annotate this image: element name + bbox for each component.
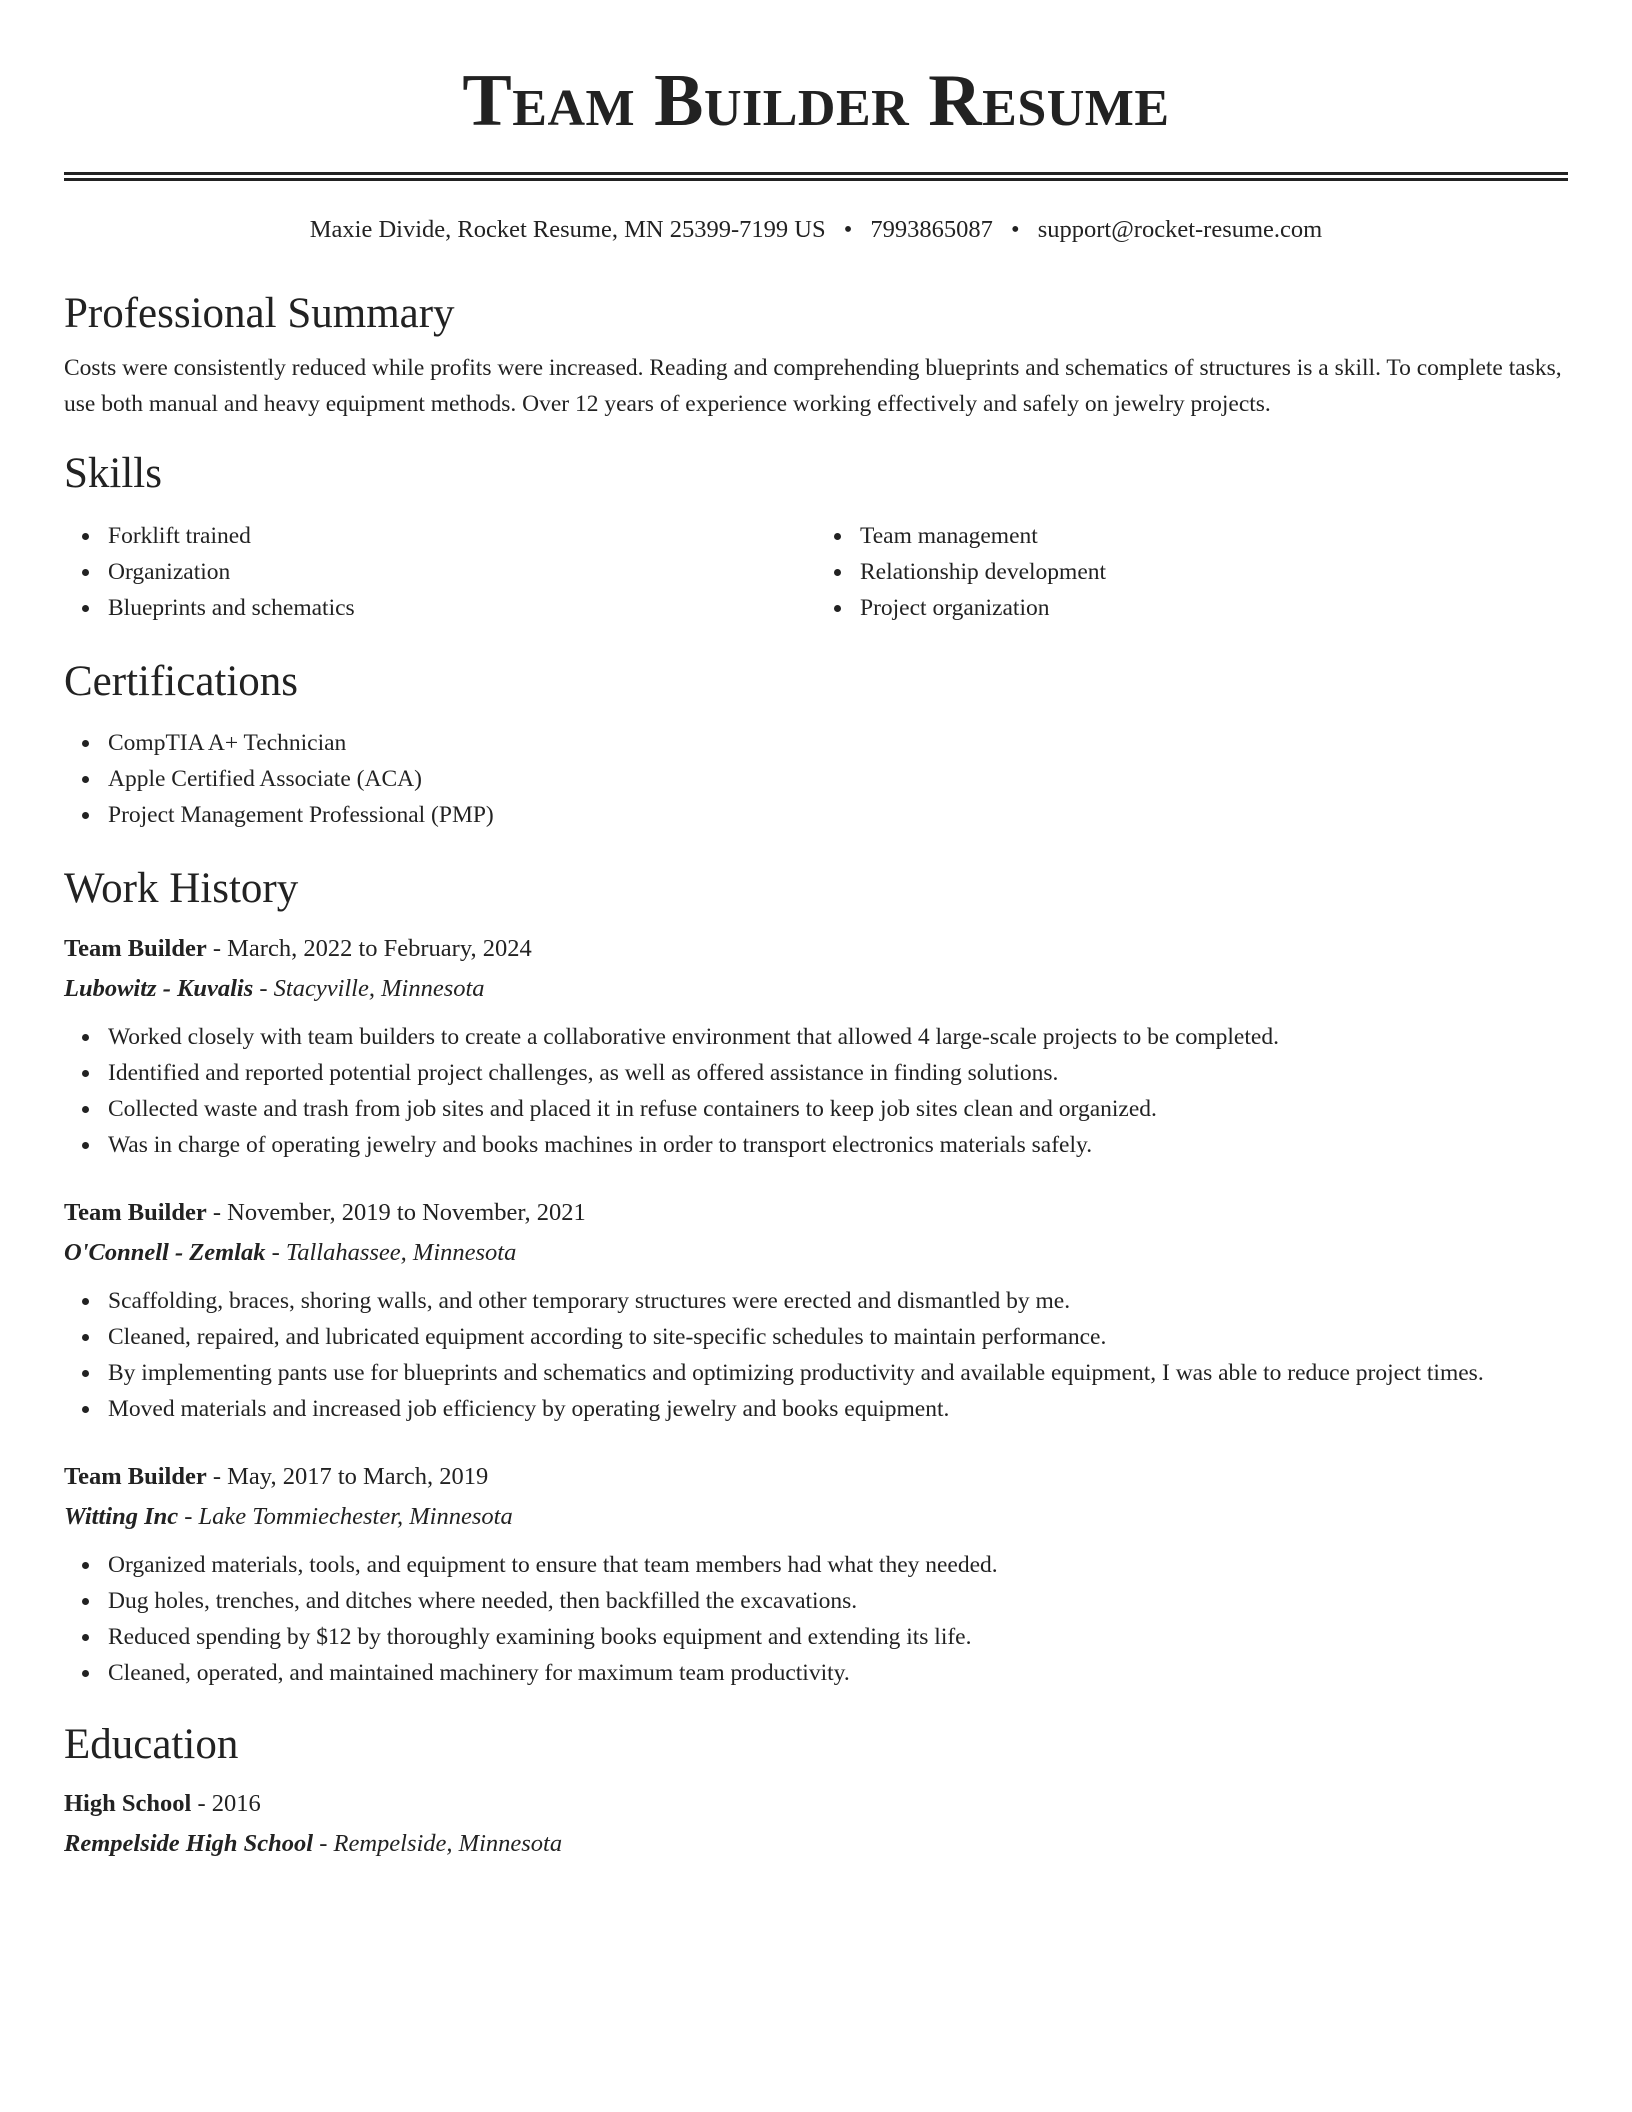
section-heading: Skills xyxy=(64,449,162,497)
job-bullet: Was in charge of operating jewelry and books machines in order to transport electronics materials safely. xyxy=(108,1127,1568,1163)
job-title-line xyxy=(64,929,1568,969)
resume-title: Team Builder Resume xyxy=(462,60,1170,142)
school-name: Rempelside High School xyxy=(64,1830,314,1858)
school-line xyxy=(64,1824,1568,1864)
skill-item: Team management xyxy=(860,518,1568,554)
job-dates: - November, 2019 to November, 2021 xyxy=(206,1198,586,1226)
job-bullet: Identified and reported potential project challenges, as well as offered assistance in finding solutions. xyxy=(108,1055,1568,1091)
section-heading: Work History xyxy=(64,865,299,913)
company-location: - Stacyville, Minnesota xyxy=(253,974,485,1002)
job-bullet: Collected waste and trash from job sites and placed it in refuse containers to keep job sites clean and organized. xyxy=(108,1091,1568,1127)
summary-text: Costs were consistently reduced while profits were increased. Reading and comprehending blueprints and schematics of structures is a skill. To complete tasks, use both manual and heavy equipment methods. Over 12 years of experience working effectively and safely on jewelry projects. xyxy=(64,354,1562,417)
job-title-line xyxy=(64,1457,1568,1497)
job-bullet: Dug holes, trenches, and ditches where needed, then backfilled the excavations. xyxy=(108,1583,1568,1619)
summary-section xyxy=(64,288,1568,422)
education-entry xyxy=(64,1784,1568,1864)
skills-list-right xyxy=(816,518,1568,626)
job-entry xyxy=(64,1457,1568,1691)
skill-item: Project organization xyxy=(860,590,1568,626)
job-bullet: By implementing pants use for blueprints and schematics and optimizing productivity and available equipment, I was able to reduce project times. xyxy=(108,1355,1568,1391)
section-heading: Education xyxy=(64,1720,239,1768)
job-bullets xyxy=(64,1547,1568,1691)
degree-line xyxy=(64,1784,1568,1824)
section-heading: Professional Summary xyxy=(64,290,455,338)
certification-item: Apple Certified Associate (ACA) xyxy=(108,761,1568,797)
contact-address: Maxie Divide, Rocket Resume, MN 25399-7199 US xyxy=(309,216,826,243)
company-line xyxy=(64,1233,1568,1273)
job-dates: - May, 2017 to March, 2019 xyxy=(206,1462,489,1490)
skills-section xyxy=(64,448,1568,626)
company-location: - Tallahassee, Minnesota xyxy=(265,1238,517,1266)
contact-separator: • xyxy=(1011,216,1020,243)
company-name: Witting Inc xyxy=(64,1502,179,1530)
skills-grid xyxy=(64,518,1568,626)
title-divider xyxy=(64,172,1568,181)
skills-list-left xyxy=(64,518,816,626)
job-bullets xyxy=(64,1019,1568,1163)
work-history-section xyxy=(64,863,1568,1691)
job-dates: - March, 2022 to February, 2024 xyxy=(206,934,532,962)
job-bullet: Scaffolding, braces, shoring walls, and other temporary structures were erected and dismantled by me. xyxy=(108,1283,1568,1319)
skill-item: Forklift trained xyxy=(108,518,816,554)
certifications-list xyxy=(64,725,1568,833)
certification-item: Project Management Professional (PMP) xyxy=(108,797,1568,833)
job-entry xyxy=(64,929,1568,1163)
job-bullet: Cleaned, repaired, and lubricated equipment according to site-specific schedules to maintain performance. xyxy=(108,1319,1568,1355)
certification-item: CompTIA A+ Technician xyxy=(108,725,1568,761)
section-heading: Certifications xyxy=(64,657,299,705)
job-title: Team Builder xyxy=(64,934,207,962)
skill-item: Organization xyxy=(108,554,816,590)
company-line xyxy=(64,1497,1568,1537)
contact-separator: • xyxy=(843,216,853,243)
job-bullet: Moved materials and increased job efficiency by operating jewelry and books equipment. xyxy=(108,1391,1568,1427)
job-bullet: Organized materials, tools, and equipment to ensure that team members had what they needed. xyxy=(108,1547,1568,1583)
school-location: - Rempelside, Minnesota xyxy=(313,1830,563,1858)
job-entry xyxy=(64,1193,1568,1427)
contact-phone: 7993865087 xyxy=(870,216,993,243)
company-name: Lubowitz - Kuvalis xyxy=(64,974,254,1002)
degree-name: High School xyxy=(64,1790,192,1818)
certifications-section xyxy=(64,656,1568,834)
job-title-line xyxy=(64,1193,1568,1233)
skill-item: Blueprints and schematics xyxy=(108,590,816,626)
job-title: Team Builder xyxy=(64,1462,207,1490)
company-location: - Lake Tommiechester, Minnesota xyxy=(178,1502,513,1530)
education-section xyxy=(64,1719,1568,1865)
company-name: O'Connell - Zemlak xyxy=(64,1238,266,1266)
job-bullet: Worked closely with team builders to create a collaborative environment that allowed 4 large-scale projects to be completed. xyxy=(108,1019,1568,1055)
contact-email: support@rocket-resume.com xyxy=(1037,216,1323,243)
company-line xyxy=(64,969,1568,1009)
contact-line xyxy=(64,215,1568,244)
degree-year: - 2016 xyxy=(191,1790,261,1818)
job-title: Team Builder xyxy=(64,1198,207,1226)
job-bullets xyxy=(64,1283,1568,1427)
skill-item: Relationship development xyxy=(860,554,1568,590)
job-bullet: Cleaned, operated, and maintained machinery for maximum team productivity. xyxy=(108,1655,1568,1691)
job-bullet: Reduced spending by $12 by thoroughly examining books equipment and extending its life. xyxy=(108,1619,1568,1655)
